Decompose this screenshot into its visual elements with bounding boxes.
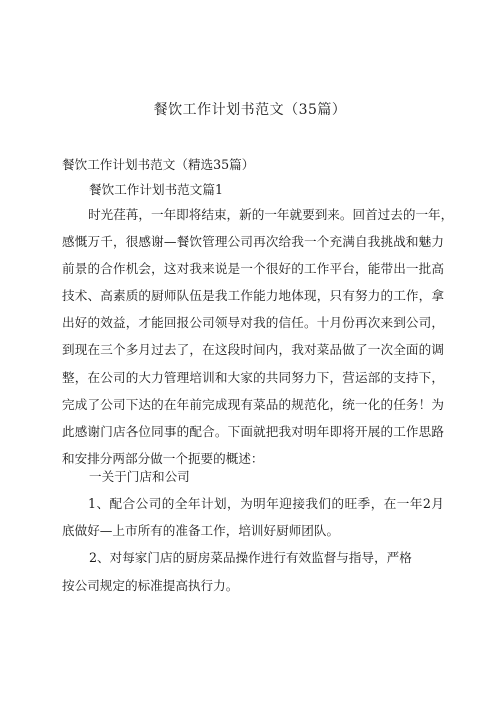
document-title: 餐饮工作计划书范文（35篇） <box>153 102 347 118</box>
subsection-heading: 一关于门店和公司 <box>89 469 190 484</box>
section-heading: 餐饮工作计划书范文篇1 <box>89 182 223 197</box>
paragraph-line: 前景的合作机会，这对我来说是一个很好的工作平台，能带出一批高 <box>62 261 444 277</box>
paragraph-line: 此感谢门店各位同事的配合。下面就把我对明年即将开展的工作思路 <box>62 423 444 439</box>
paragraph-line: 整，在公司的大力管理培训和大家的共同努力下，营运部的支持下， <box>62 369 444 385</box>
paragraph-line: 感慨万千，很感谢—餐饮管理公司再次给我一个充满自我挑战和魅力 <box>62 234 444 250</box>
list-item-1 <box>62 496 444 550</box>
document-subtitle: 餐饮工作计划书范文（精选35篇） <box>62 157 255 172</box>
paragraph-line: 出好的效益，才能回报公司领导对我的信任。十月份再次来到公司， <box>62 315 444 331</box>
paragraph-line: 底做好—上市所有的准备工作，培训好厨师团队。 <box>62 523 340 539</box>
paragraph-line: 技术、高素质的厨师队伍是我工作能力地体现，只有努力的工作，拿 <box>62 288 444 304</box>
paragraph-line: 到现在三个多月过去了，在这段时间内，我对菜品做了一次全面的调 <box>62 342 444 358</box>
paragraph-line: 1、配合公司的全年计划，为明年迎接我们的旺季，在一年2月 <box>88 496 444 511</box>
paragraph-line: 时光荏苒，一年即将结束，新的一年就要到来。回首过去的一年， <box>88 207 454 222</box>
paragraph-line: 完成了公司下达的在年前完成现有菜品的规范化，统一化的任务！为 <box>62 396 444 412</box>
paragraph-intro <box>62 207 454 478</box>
paragraph-line: 和安排分两部分做一个扼要的概述： <box>62 450 264 466</box>
list-item-2-line-2: 按公司规定的标准提高执行力。 <box>62 578 239 593</box>
list-item-2-line-1: 2、对每家门店的厨房菜品操作进行有效监督与指导，严格 <box>89 550 412 565</box>
